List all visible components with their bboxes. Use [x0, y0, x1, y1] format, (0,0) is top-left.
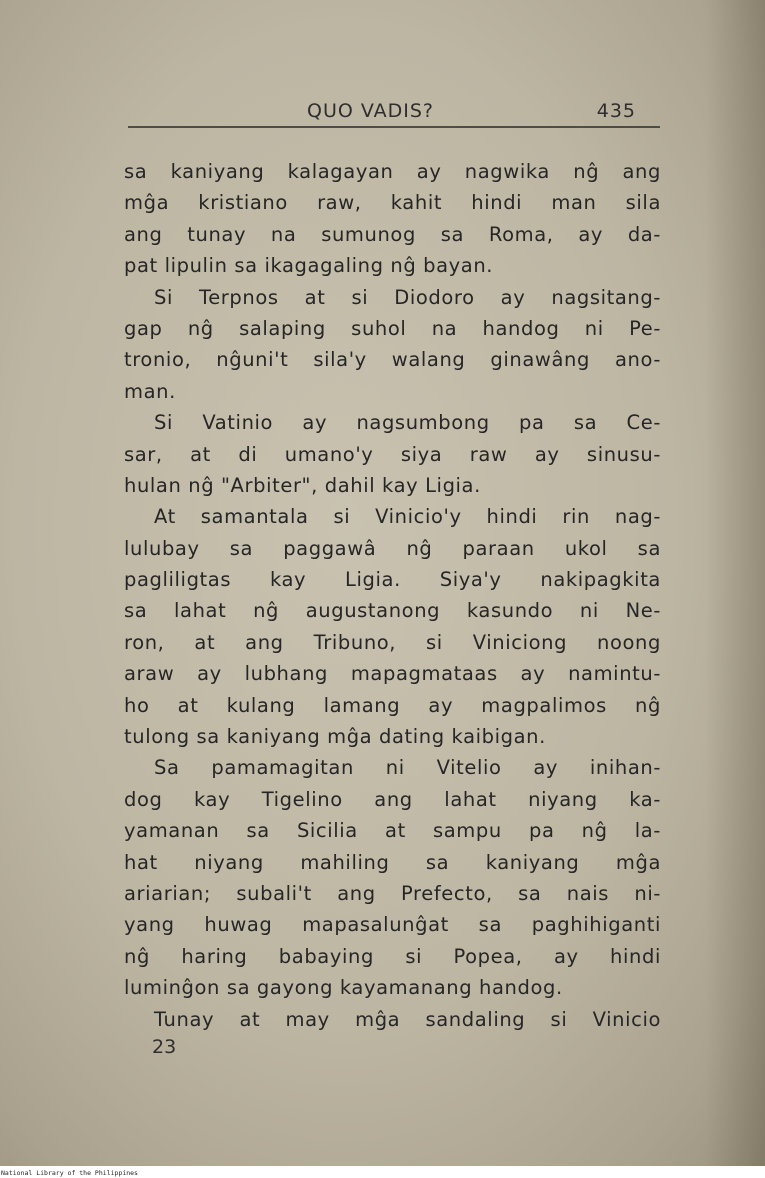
text-line: At samantala si Vinicio'y hindi rin nag- — [154, 505, 661, 529]
text-line: Sa pamamagitan ni Vitelio ay inihan- — [154, 756, 661, 780]
text-line: ariarian; subali't ang Prefecto, sa nais ni- — [124, 881, 661, 905]
text-line: gap nĝ salaping suhol na handog ni Pe- — [124, 316, 661, 340]
text-line: ang tunay na sumunog sa Roma, ay da- — [124, 222, 661, 246]
text-line: yamanan sa Sicilia at sampu pa nĝ la- — [124, 819, 661, 843]
text-line: sa kaniyang kalagayan ay nagwika nĝ ang — [124, 160, 661, 183]
library-credit: National Library of the Philippines — [1, 1169, 138, 1177]
text-line: sar, at di umano'y siya raw ay sinusu- — [124, 442, 661, 466]
running-title: QUO VADIS? — [307, 100, 435, 122]
text-line: yang huwag mapasalunĝat sa paghihiganti — [124, 913, 661, 937]
page-number: 435 — [596, 100, 636, 122]
body-text — [124, 156, 661, 1035]
text-line: luminĝon sa gayong kayamanang handog. — [124, 976, 563, 1000]
text-line: tronio, nĝuni't sila'y walang ginawâng ano- — [124, 348, 661, 372]
text-line: ron, at ang Tribuno, si Viniciong noong — [124, 630, 661, 654]
header-rule — [128, 126, 660, 128]
signature-mark: 23 — [152, 1036, 177, 1058]
running-header — [300, 100, 640, 126]
text-line: nĝ haring babaying si Popea, ay hindi — [124, 944, 661, 968]
text-line: pat lipulin sa ikagagaling nĝ bayan. — [124, 254, 494, 278]
text-line: lulubay sa paggawâ nĝ paraan ukol sa — [124, 536, 661, 560]
text-line: tulong sa kaniyang mĝa dating kaibigan. — [124, 725, 546, 749]
text-line: man. — [124, 379, 176, 403]
text-line: ho at kulang lamang ay magpalimos nĝ — [124, 693, 661, 717]
text-line: sa lahat nĝ augustanong kasundo ni Ne- — [124, 599, 661, 623]
text-line: Tunay at may mĝa sandaling si Vinicio — [154, 1007, 661, 1031]
text-line: dog kay Tigelino ang lahat niyang ka- — [124, 787, 661, 811]
text-line: Si Vatinio ay nagsumbong pa sa Ce- — [154, 411, 661, 435]
text-line: araw ay lubhang mapagmataas ay namintu- — [124, 662, 661, 686]
text-line: hat niyang mahiling sa kaniyang mĝa — [124, 850, 661, 874]
text-line: Si Terpnos at si Diodoro ay nagsitang- — [154, 285, 661, 309]
text-line: pagliligtas kay Ligia. Siya'y nakipagkita — [124, 568, 661, 592]
text-line: mĝa kristiano raw, kahit hindi man sila — [124, 191, 661, 215]
text-line: hulan nĝ "Arbiter", dahil kay Ligia. — [124, 473, 481, 497]
